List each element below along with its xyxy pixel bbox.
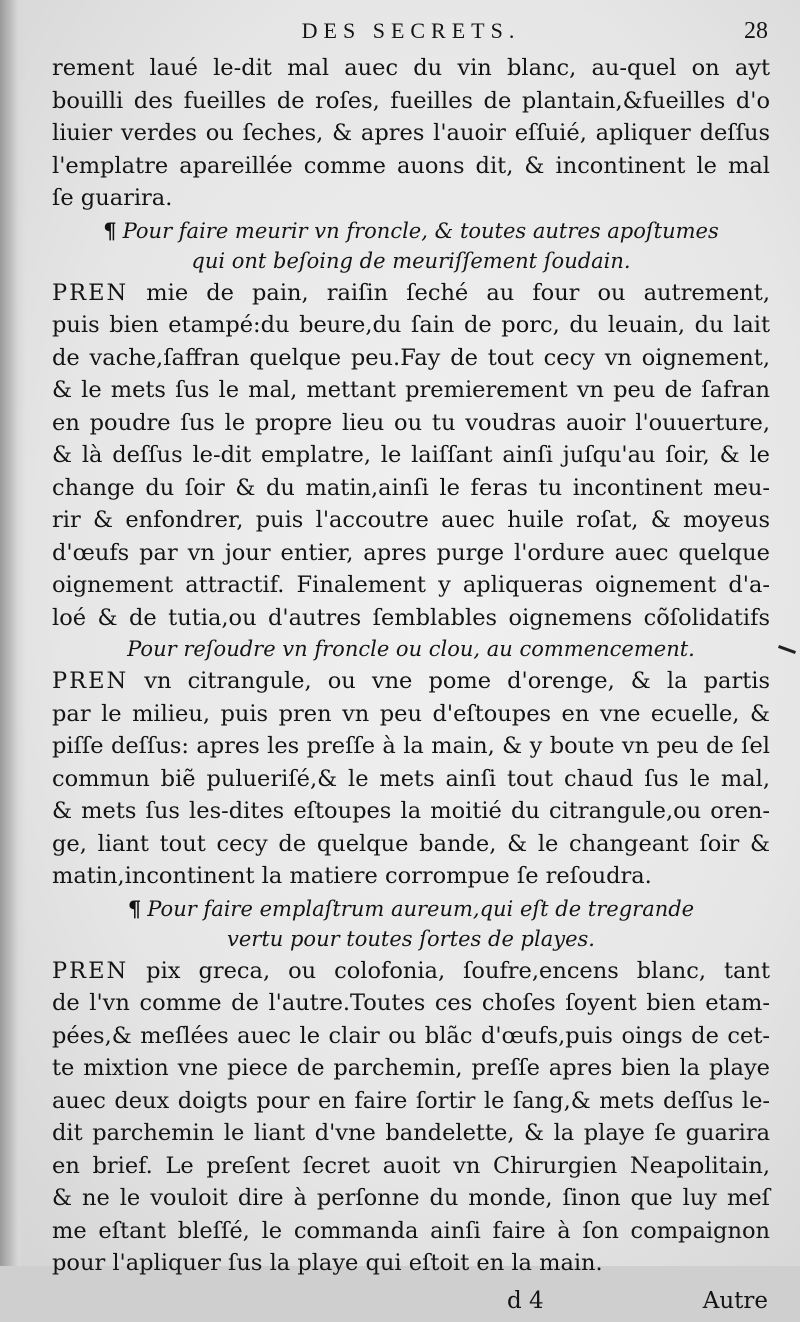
line-content <box>52 572 770 598</box>
line-content <box>52 475 770 501</box>
line-content <box>52 88 770 114</box>
line-text: te mixtion vne piece de parchemin, preſſe apres bien la playe <box>52 1055 770 1081</box>
line-text: de vache,ſaffran quelque peu.Fay de tout cecy vn oignement, <box>52 344 770 371</box>
line-text: bouilli des fueilles de roſes, fueilles de plantain,&fueilles d'o <box>52 87 770 114</box>
line-content <box>52 1088 770 1114</box>
line-content <box>127 637 695 661</box>
line-text: commun biẽ pulueriſé,& le mets ainſi tout chaud ſus le mal, <box>52 765 770 792</box>
text-line <box>52 860 770 893</box>
line-content <box>52 733 770 759</box>
page-gutter-shadow <box>0 0 26 1266</box>
line-content <box>52 280 770 306</box>
line-content <box>52 701 770 727</box>
section-heading <box>52 215 770 246</box>
line-text: loé & de tutia,ou d'autres ſemblables oignemens cõſolidatifs <box>52 604 770 631</box>
heading-text: qui ont beſoing de meuriſſement ſoudain. <box>191 248 631 273</box>
text-line <box>52 955 770 988</box>
line-text: pix greca, ou colofonia, ſoufre,encens blanc, tant <box>128 957 770 984</box>
margin-mark <box>778 645 796 654</box>
signature-mark: d 4 <box>507 1287 544 1314</box>
text-line <box>52 472 770 505</box>
line-text: pées,& meſlées auec le clair ou blãc d'œufs,puis oings de cet- <box>52 1022 770 1049</box>
heading-text: vertu pour toutes ſortes de playes. <box>227 926 595 951</box>
line-text: me eſtant bleſſé, le commanda ainſi faire à ſon compaignon <box>52 1217 770 1244</box>
line-text: & mets ſus les-dites eſtoupes la moitié du citrangule,ou oren- <box>52 798 770 824</box>
text-line <box>52 439 770 472</box>
text-line <box>52 1052 770 1085</box>
section-heading <box>52 634 770 665</box>
line-content <box>52 863 652 889</box>
section-heading <box>52 893 770 924</box>
line-text: vn citrangule, ou vne pome d'orenge, & la partis <box>128 668 770 694</box>
line-content <box>52 1218 770 1244</box>
page-number: 28 <box>744 18 768 44</box>
line-content <box>128 897 694 921</box>
line-text: rement laué le-dit mal auec du vin blanc, au-quel on ayt <box>52 55 770 81</box>
line-content <box>52 507 770 533</box>
text-line <box>52 698 770 731</box>
line-content <box>52 1120 770 1146</box>
paragraph-opening-word: PREN <box>52 957 129 984</box>
line-content <box>227 927 595 951</box>
line-text: oignement attractif. Finalement y apliqueras oignement d'a- <box>52 572 770 598</box>
line-text: par le milieu, puis pren vn peu d'eſtoupes en vne ecuelle, & <box>52 700 770 727</box>
line-content <box>52 1153 770 1179</box>
catchword: Autre <box>702 1287 768 1314</box>
text-line <box>52 763 770 796</box>
text-line <box>52 730 770 763</box>
text-line <box>52 795 770 828</box>
line-content <box>191 249 630 273</box>
text-line <box>52 85 770 118</box>
line-text: ſe guarira. <box>52 185 173 211</box>
line-content <box>52 185 172 211</box>
line-content <box>52 766 770 792</box>
line-text: pour l'apliquer ſus la playe qui eſtoit en la main. <box>52 1250 603 1276</box>
line-text: change du ſoir & du matin,ainſi le feras tu incontinent meu- <box>52 474 770 501</box>
line-content <box>52 377 770 403</box>
line-content <box>52 1250 603 1276</box>
paragraph-opening-word: PREN <box>52 668 129 694</box>
text-line <box>52 665 770 698</box>
heading-text: Pour faire emplaſtrum aureum,qui eſt de tregrande <box>147 896 695 921</box>
text-line <box>52 1182 770 1215</box>
line-text: l'emplatre apareillée comme auons dit, & incontinent le mal <box>52 152 770 179</box>
line-content <box>52 605 770 631</box>
line-content <box>52 668 770 694</box>
text-line <box>52 1247 770 1280</box>
line-content <box>52 312 770 338</box>
pilcrow-mark: ¶ <box>127 895 142 921</box>
line-text: ge, liant tout cecy de quelque bande, & le changeant ſoir & <box>52 830 770 857</box>
line-text: auec deux doigts pour en faire ſortir le ſang,& mets deſſus le- <box>52 1087 770 1114</box>
line-text: dit parchemin le liant d'vne bandelette, & la playe ſe guarira <box>52 1120 770 1146</box>
line-text: d'œufs par vn jour entier, apres purge l'ordure auec quelque <box>52 539 770 566</box>
line-text: & là deſſus le-dit emplatre, le laiſſant ainſi juſqu'au ſoir, & le <box>52 442 770 468</box>
text-line <box>52 1020 770 1053</box>
running-head-title: DES SECRETS. <box>301 18 521 43</box>
line-text: matin,incontinent la matiere corrompue ſe reſoudra. <box>52 863 652 889</box>
page-footer <box>52 1288 770 1322</box>
line-content <box>103 219 718 243</box>
text-line <box>52 374 770 407</box>
line-text: & ne le vouloit dire à perſonne du monde, ſinon que luy meſ <box>52 1185 770 1211</box>
pilcrow-mark: ¶ <box>103 217 117 243</box>
line-content <box>52 1023 770 1049</box>
line-content <box>52 540 770 566</box>
text-block <box>52 52 770 1280</box>
line-content <box>52 345 770 371</box>
text-line <box>52 309 770 342</box>
line-text: liuier verdes ou ſeches, & apres l'auoir eſſuié, apliquer deſſus <box>52 120 770 146</box>
line-text: piſſe deſſus: apres les preſſe à la main, & y boute vn peu de ſel <box>52 733 770 759</box>
text-line <box>52 504 770 537</box>
line-text: & le mets ſus le mal, mettant premierement vn peu de ſafran <box>52 377 770 403</box>
line-content <box>52 442 770 468</box>
heading-text: Pour reſoudre vn froncle ou clou, au commencement. <box>127 637 695 661</box>
text-line <box>52 52 770 85</box>
text-line <box>52 117 770 150</box>
line-content <box>52 831 770 857</box>
line-content <box>52 120 770 146</box>
text-line <box>52 602 770 635</box>
line-text: rir & enfondrer, puis l'accoutre auec huile roſat, & moyeus <box>52 507 770 533</box>
line-content <box>52 990 770 1016</box>
line-content <box>52 1185 770 1211</box>
text-line <box>52 277 770 310</box>
line-content <box>52 1055 770 1081</box>
running-head <box>52 18 770 48</box>
heading-text: Pour faire meurir vn froncle, & toutes autres apoſtumes <box>122 218 719 243</box>
line-content <box>52 798 770 824</box>
section-heading <box>52 924 770 955</box>
line-content <box>52 410 770 436</box>
text-line <box>52 828 770 861</box>
line-text: en poudre ſus le propre lieu ou tu voudras auoir l'ouuerture, <box>52 409 770 436</box>
line-content <box>52 958 770 984</box>
text-line <box>52 407 770 440</box>
text-line <box>52 1150 770 1183</box>
line-text: en brief. Le preſent ſecret auoit vn Chirurgien Neapolitain, <box>52 1152 770 1179</box>
text-line <box>52 569 770 602</box>
text-line <box>52 182 770 215</box>
text-line <box>52 987 770 1020</box>
line-text: puis bien etampé:du beure,du ſain de porc, du leuain, du lait <box>52 312 770 338</box>
text-line <box>52 342 770 375</box>
text-line <box>52 150 770 183</box>
text-line <box>52 537 770 570</box>
line-content <box>52 153 770 179</box>
text-line <box>52 1215 770 1248</box>
text-line <box>52 1085 770 1118</box>
paragraph-opening-word: PREN <box>52 279 129 306</box>
line-text: mie de pain, raiſin ſeché au four ou autrement, <box>128 279 770 306</box>
section-heading <box>52 246 770 277</box>
line-content <box>52 55 770 81</box>
text-line <box>52 1117 770 1150</box>
line-text: de l'vn comme de l'autre.Toutes ces choſes ſoyent bien etam- <box>52 990 770 1016</box>
